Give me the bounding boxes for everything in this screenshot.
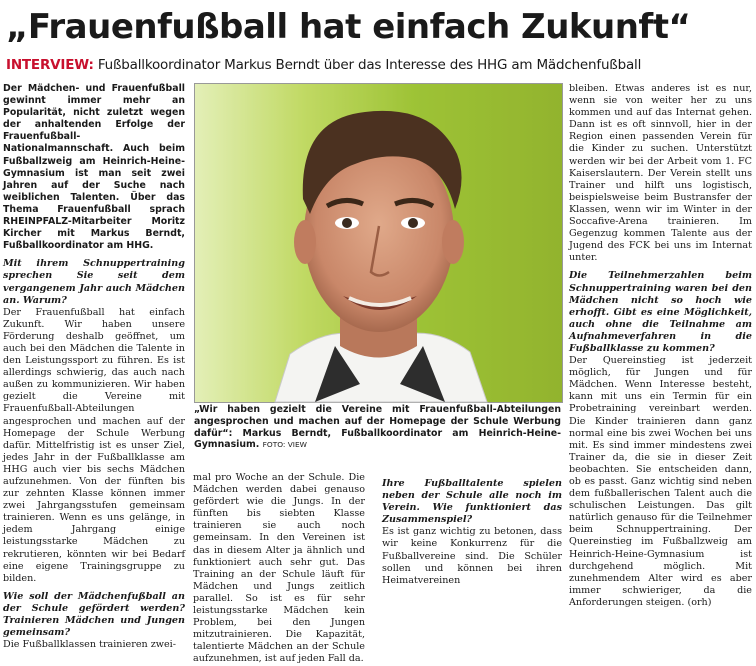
- question-2: Wie soll der Mädchenfußball an der Schule gefördert werden? Trainieren Mädchen und Jungen gemeinsam?: [3, 590, 185, 639]
- answer-4: Der Quereinstieg ist jederzeit möglich, für Jungen und für Mädchen. Wenn Interesse besteht, kann mit uns ein Termin für ein Probetraining vereinbart werden. Die Kinder trainieren dann ganz normal eine bis zwei Wochen bei uns mit. Es sind immer mindestens zwei Trainer da, die sie in dieser Zeit beobachten. Sie entscheiden dann, ob es passt. Ganz wichtig sind neben dem fußballerischen Talent auch die schulischen Leistungen. Das gilt natürlich genauso für die Teilnehmer beim Schnuppertraining. Der Quereinstieg im Fußballzweig am Heinrich-Heine-Gymnasium ist durchgehend möglich. Mit zunehmendem Alter wird es aber immer schwieriger, da die Anforderungen steigen. (orh): [569, 355, 752, 608]
- answer-2-end: mal pro Woche an der Schule. Die Mädchen werden dabei genauso gefördert wie die Jungs. In der fünften bis siebten Klasse trainieren sie auch noch gemeinsam. In den Vereinen ist das in diesem Alter ja ähnlich und funktioniert auch sehr gut. Das Training an der Schule läuft für Mädchen und Jungs zeitlich parallel. So ist es für sehr leistungsstarke Mädchen kein Problem, bei den Jungen mitzutrainieren. Die Kapazität, talentierte Mädchen an der Schule aufzunehmen, ist auf jeden Fall da.: [193, 472, 365, 665]
- interview-kicker: INTERVIEW:: [6, 57, 94, 73]
- answer-1: Der Frauenfußball hat einfach Zukunft. Wir haben unsere Förderung deshalb geöffnet, um auch bei den Mädchen die Talente in den Leistungssport zu führen. Es ist allerdings schwierig, das auch nach außen zu kommunizieren. Wir haben gezielt die Vereine mit Frauenfußball-Abteilungen angesprochen und machen auf der Homepage der Schule Werbung dafür. Mittelfristig ist es unser Ziel, jedes Jahr in der Fußballklasse am HHG auch vier bis sechs Mädchen aufzunehmen. Von der fünften bis zur zehnten Klasse können immer zwei Jahrgangsstufen gemeinsam trainieren. Wenn es uns gelänge, in jedem Jahrgang einige leistungsstarke Mädchen zu rekrutieren, könnten wir bei Bedarf eine eigene Trainingsgruppe zu bilden.: [3, 306, 185, 584]
- article-column-2: [193, 472, 365, 665]
- headline: „Frauenfußball hat einfach Zukunft“: [6, 7, 691, 47]
- portrait-photo: [194, 83, 563, 403]
- article-column-3: [382, 472, 562, 588]
- caption-text: „Wir haben gezielt die Vereine mit Frauenfußball-Abteilungen angesprochen und machen auf der Homepage der Schule Werbung dafür“: Markus Berndt, Fußballkoordinator am Heinrich-Heine-Gymnasium.: [194, 404, 561, 451]
- question-4: Die Teilnehmerzahlen beim Schnuppertraining waren bei den Mädchen nicht so hoch wie erhofft. Gibt es eine Möglichkeit, auch ohne die Teilnahme am Aufnahmeverfahren in die Fußballklasse zu kommen?: [569, 270, 752, 354]
- photo-credit: FOTO: VIEW: [262, 440, 307, 450]
- answer-2-start: Die Fußballklassen trainieren zwei-: [3, 639, 176, 651]
- article-column-1: [3, 83, 185, 651]
- portrait-illustration: [195, 84, 562, 402]
- answer-3-end: bleiben. Etwas anderes ist es nur, wenn sie von weiter her zu uns kommen und auf das Internat gehen. Dann ist es oft sinnvoll, hier in der Region einen passenden Verein für die Kinder zu suchen. Unterstützt werden wir bei der Arbeit vom 1. FC Kaiserslautern. Der Verein stellt uns Trainer und hilft uns logistisch, beispielsweise beim Bustransfer der Klassen, wenn wir im Winter in der Soccafive-Arena trainieren. Im Gegenzug kommen Talente aus der Jugend des FCK bei uns im Internat unter.: [569, 83, 752, 264]
- subheadline-text: Fußballkoordinator Markus Berndt über das Interesse des HHG am Mädchenfußball: [97, 57, 642, 73]
- article-column-4: [569, 83, 752, 608]
- answer-3-start: Es ist ganz wichtig zu betonen, dass wir keine Konkurrenz für die Fußballvereine sind. Die Schüler sollen und können bei ihren Heimatvereinen: [382, 526, 562, 586]
- question-1: Mit ihrem Schnuppertraining sprechen Sie seit dem vergangenem Jahr auch Mädchen an. Warum?: [3, 258, 185, 306]
- photo-caption: [194, 404, 561, 451]
- question-3: Ihre Fußballtalente spielen neben der Schule alle noch im Verein. Wie funktioniert das Zusammenspiel?: [382, 478, 562, 526]
- intro-paragraph: Der Mädchen- und Frauenfußball gewinnt immer mehr an Popularität, nicht zuletzt wegen der anhaltenden Erfolge der Frauenfußball-Nationalmannschaft. Auch beim Fußballzweig am Heinrich-Heine-Gymnasium ist man seit zwei Jahren auf der Suche nach weiblichen Talenten. Über das Thema Frauenfußball sprach RHEINPFALZ-Mitarbeiter Moritz Kircher mit Markus Berndt, Fußballkoordinator am HHG.: [3, 83, 185, 252]
- subheadline: [6, 56, 750, 74]
